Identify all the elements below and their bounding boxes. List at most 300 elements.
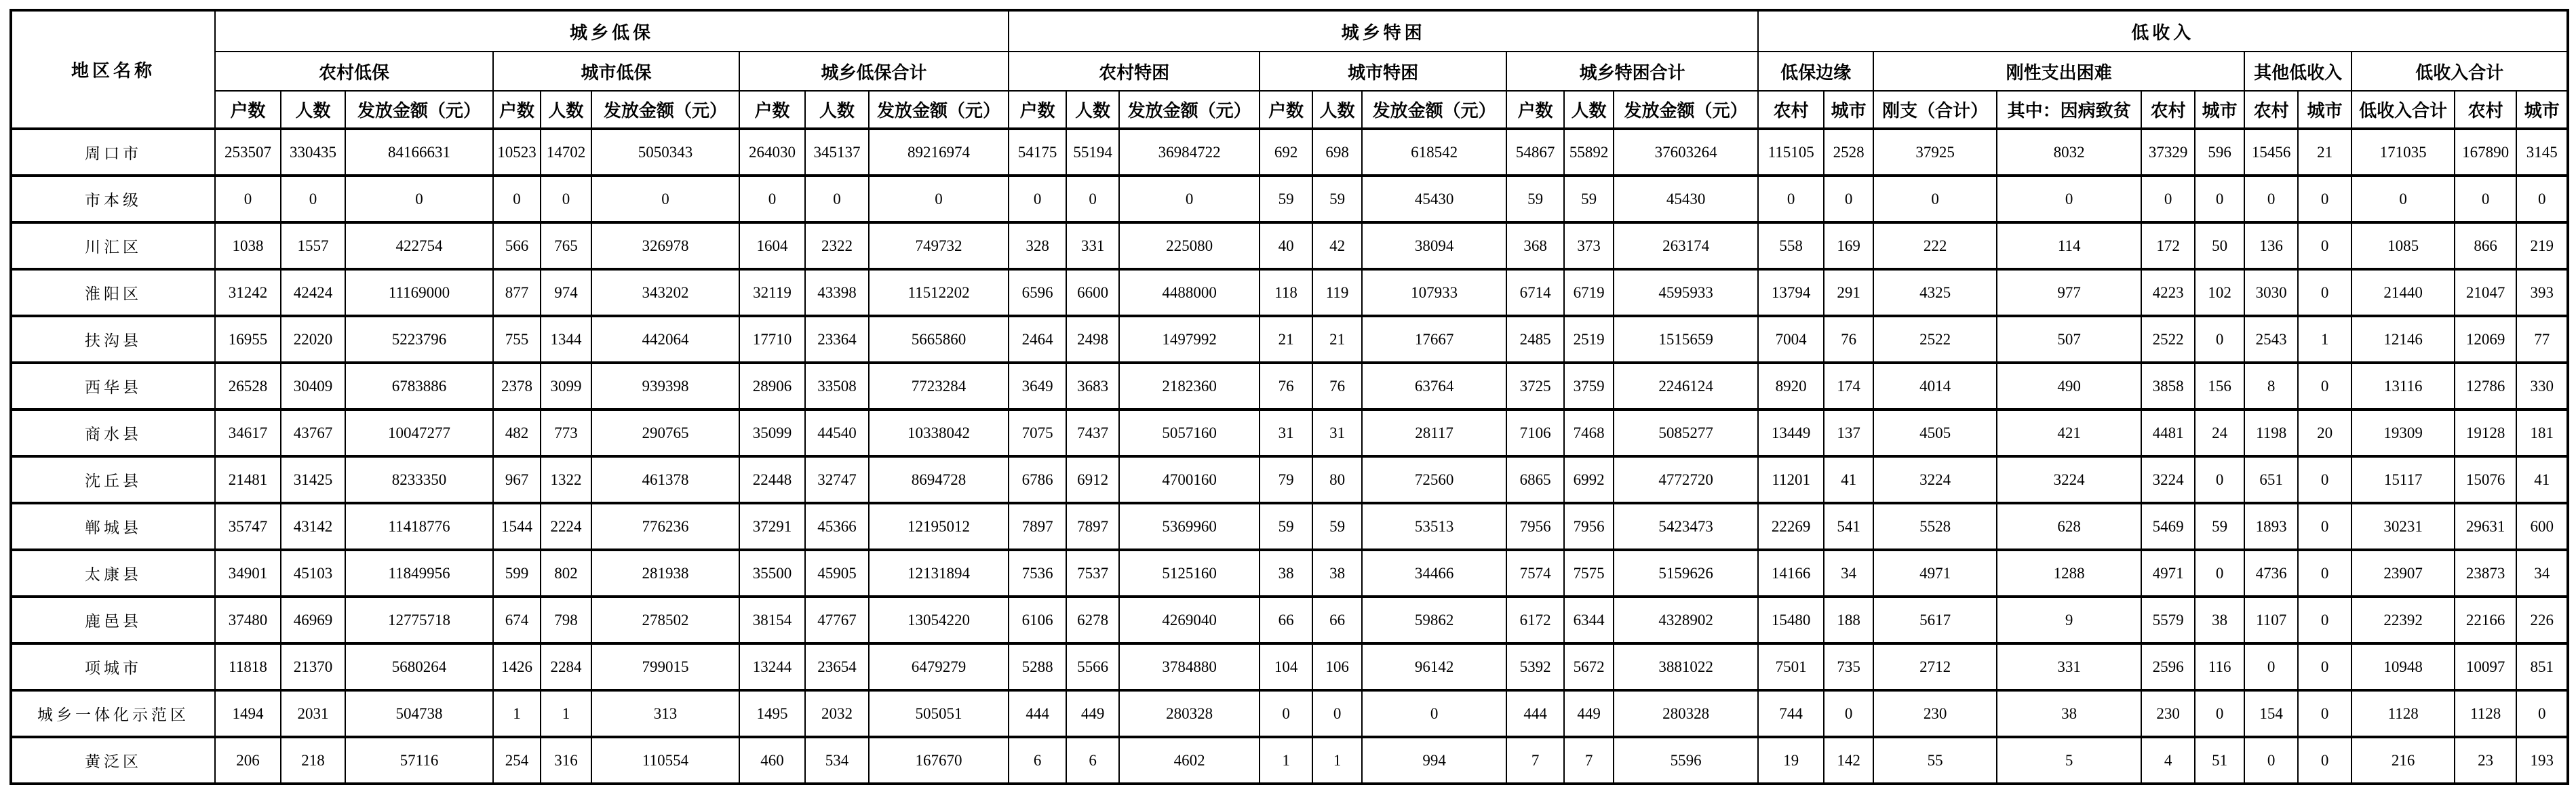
value-cell: 38154	[739, 597, 805, 643]
value-cell: 449	[1066, 690, 1119, 737]
value-cell: 558	[1758, 222, 1824, 269]
value-cell: 0	[2244, 176, 2298, 222]
value-cell: 5392	[1506, 643, 1564, 690]
value-cell: 21	[2298, 129, 2351, 176]
value-cell: 44540	[805, 410, 869, 456]
value-cell: 7537	[1066, 550, 1119, 597]
value-cell: 6596	[1009, 269, 1066, 316]
value-cell: 22166	[2455, 597, 2516, 643]
value-cell: 116	[2195, 643, 2244, 690]
value-cell: 0	[2244, 643, 2298, 690]
region-name-cell: 项城市	[11, 643, 215, 690]
table-row	[11, 176, 2568, 222]
value-cell: 1	[541, 690, 591, 737]
value-cell: 119	[1312, 269, 1362, 316]
value-cell: 2543	[2244, 316, 2298, 363]
header-col: 发放金额（元）	[1119, 91, 1260, 129]
value-cell: 31	[1260, 410, 1312, 456]
value-cell: 939398	[591, 363, 739, 410]
value-cell: 181	[2516, 410, 2568, 456]
value-cell: 17667	[1362, 316, 1506, 363]
value-cell: 13794	[1758, 269, 1824, 316]
header-col: 发放金额（元）	[591, 91, 739, 129]
value-cell: 2485	[1506, 316, 1564, 363]
value-cell: 34617	[215, 410, 281, 456]
value-cell: 16955	[215, 316, 281, 363]
table-row	[11, 690, 2568, 737]
value-cell: 1	[1260, 737, 1312, 784]
value-cell: 114	[1997, 222, 2141, 269]
value-cell: 172	[2141, 222, 2195, 269]
value-cell: 46969	[281, 597, 345, 643]
region-name-cell: 西华县	[11, 363, 215, 410]
table-row	[11, 503, 2568, 550]
header-col: 刚支（合计）	[1873, 91, 1997, 129]
value-cell: 10097	[2455, 643, 2516, 690]
value-cell: 37603264	[1614, 129, 1758, 176]
value-cell: 6865	[1506, 456, 1564, 503]
value-cell: 167890	[2455, 129, 2516, 176]
value-cell: 0	[2516, 690, 2568, 737]
value-cell: 136	[2244, 222, 2298, 269]
value-cell: 994	[1362, 737, 1506, 784]
value-cell: 345137	[805, 129, 869, 176]
value-cell: 41	[2516, 456, 2568, 503]
value-cell: 7723284	[869, 363, 1009, 410]
value-cell: 38094	[1362, 222, 1506, 269]
value-cell: 798	[541, 597, 591, 643]
value-cell: 0	[739, 176, 805, 222]
value-cell: 4736	[2244, 550, 2298, 597]
value-cell: 599	[493, 550, 541, 597]
header-col: 户数	[1009, 91, 1066, 129]
value-cell: 4971	[2141, 550, 2195, 597]
value-cell: 698	[1312, 129, 1362, 176]
value-cell: 19309	[2351, 410, 2455, 456]
value-cell: 799015	[591, 643, 739, 690]
value-cell: 1426	[493, 643, 541, 690]
header-col: 城市	[2298, 91, 2351, 129]
value-cell: 106	[1312, 643, 1362, 690]
value-cell: 66	[1260, 597, 1312, 643]
value-cell: 13116	[2351, 363, 2455, 410]
value-cell: 34	[1824, 550, 1873, 597]
value-cell: 1494	[215, 690, 281, 737]
value-cell: 59	[1260, 503, 1312, 550]
value-cell: 0	[2298, 222, 2351, 269]
value-cell: 5680264	[345, 643, 493, 690]
region-name-cell: 淮阳区	[11, 269, 215, 316]
value-cell: 280328	[1119, 690, 1260, 737]
header-col: 农村	[2244, 91, 2298, 129]
value-cell: 1322	[541, 456, 591, 503]
value-cell: 59	[1564, 176, 1614, 222]
value-cell: 31242	[215, 269, 281, 316]
value-cell: 4505	[1873, 410, 1997, 456]
value-cell: 21	[1312, 316, 1362, 363]
value-cell: 0	[1119, 176, 1260, 222]
value-cell: 7956	[1564, 503, 1614, 550]
header-col: 户数	[1260, 91, 1312, 129]
value-cell: 45430	[1362, 176, 1506, 222]
value-cell: 225080	[1119, 222, 1260, 269]
value-cell: 618542	[1362, 129, 1506, 176]
value-cell: 1085	[2351, 222, 2455, 269]
value-cell: 442064	[591, 316, 739, 363]
value-cell: 37480	[215, 597, 281, 643]
region-name-cell: 黄泛区	[11, 737, 215, 784]
value-cell: 37925	[1873, 129, 1997, 176]
value-cell: 216	[2351, 737, 2455, 784]
value-cell: 0	[2516, 176, 2568, 222]
value-cell: 2031	[281, 690, 345, 737]
table-row	[11, 363, 2568, 410]
value-cell: 23364	[805, 316, 869, 363]
value-cell: 43398	[805, 269, 869, 316]
value-cell: 6912	[1066, 456, 1119, 503]
value-cell: 11201	[1758, 456, 1824, 503]
value-cell: 118	[1260, 269, 1312, 316]
value-cell: 35099	[739, 410, 805, 456]
value-cell: 2246124	[1614, 363, 1758, 410]
header-col: 发放金额（元）	[869, 91, 1009, 129]
value-cell: 264030	[739, 129, 805, 176]
header-subgroup: 城市低保	[493, 52, 739, 91]
table-row	[11, 643, 2568, 690]
value-cell: 461378	[591, 456, 739, 503]
region-name-cell: 商水县	[11, 410, 215, 456]
value-cell: 5566	[1066, 643, 1119, 690]
value-cell: 28117	[1362, 410, 1506, 456]
value-cell: 534	[805, 737, 869, 784]
value-cell: 80	[1312, 456, 1362, 503]
value-cell: 22020	[281, 316, 345, 363]
value-cell: 42	[1312, 222, 1362, 269]
value-cell: 4971	[1873, 550, 1997, 597]
value-cell: 5223796	[345, 316, 493, 363]
value-cell: 59	[1312, 176, 1362, 222]
value-cell: 84166631	[345, 129, 493, 176]
value-cell: 37291	[739, 503, 805, 550]
value-cell: 59	[1260, 176, 1312, 222]
value-cell: 5159626	[1614, 550, 1758, 597]
value-cell: 22448	[739, 456, 805, 503]
value-cell: 54867	[1506, 129, 1564, 176]
header-region-name: 地区名称	[11, 10, 215, 129]
value-cell: 2712	[1873, 643, 1997, 690]
value-cell: 5288	[1009, 643, 1066, 690]
value-cell: 167670	[869, 737, 1009, 784]
value-cell: 11818	[215, 643, 281, 690]
header-subgroup: 低收入合计	[2351, 52, 2568, 91]
value-cell: 38	[1997, 690, 2141, 737]
value-cell: 2596	[2141, 643, 2195, 690]
table-row	[11, 550, 2568, 597]
value-cell: 449	[1564, 690, 1614, 737]
value-cell: 2032	[805, 690, 869, 737]
value-cell: 230	[2141, 690, 2195, 737]
value-cell: 5085277	[1614, 410, 1758, 456]
value-cell: 23	[2455, 737, 2516, 784]
value-cell: 55	[1873, 737, 1997, 784]
value-cell: 0	[345, 176, 493, 222]
value-cell: 490	[1997, 363, 2141, 410]
header-subgroup: 农村低保	[215, 52, 493, 91]
value-cell: 5369960	[1119, 503, 1260, 550]
value-cell: 692	[1260, 129, 1312, 176]
value-cell: 0	[2298, 176, 2351, 222]
value-cell: 14166	[1758, 550, 1824, 597]
value-cell: 5050343	[591, 129, 739, 176]
value-cell: 43767	[281, 410, 345, 456]
value-cell: 0	[2351, 176, 2455, 222]
value-cell: 7897	[1066, 503, 1119, 550]
value-cell: 3784880	[1119, 643, 1260, 690]
value-cell: 4700160	[1119, 456, 1260, 503]
value-cell: 30409	[281, 363, 345, 410]
value-cell: 4488000	[1119, 269, 1260, 316]
value-cell: 34901	[215, 550, 281, 597]
value-cell: 5617	[1873, 597, 1997, 643]
value-cell: 1	[493, 690, 541, 737]
value-cell: 77	[2516, 316, 2568, 363]
value-cell: 218	[281, 737, 345, 784]
value-cell: 8920	[1758, 363, 1824, 410]
value-cell: 12775718	[345, 597, 493, 643]
value-cell: 343202	[591, 269, 739, 316]
value-cell: 0	[1009, 176, 1066, 222]
value-cell: 26528	[215, 363, 281, 410]
value-cell: 45430	[1614, 176, 1758, 222]
value-cell: 38	[1260, 550, 1312, 597]
value-cell: 19128	[2455, 410, 2516, 456]
value-cell: 482	[493, 410, 541, 456]
header-col: 人数	[281, 91, 345, 129]
header-subgroup: 城乡特困合计	[1506, 52, 1758, 91]
value-cell: 29631	[2455, 503, 2516, 550]
value-cell: 1495	[739, 690, 805, 737]
value-cell: 21440	[2351, 269, 2455, 316]
value-cell: 5423473	[1614, 503, 1758, 550]
value-cell: 23873	[2455, 550, 2516, 597]
value-cell: 7	[1564, 737, 1614, 784]
value-cell: 0	[2298, 643, 2351, 690]
value-cell: 281938	[591, 550, 739, 597]
value-cell: 20	[2298, 410, 2351, 456]
value-cell: 0	[2195, 316, 2244, 363]
region-name-cell: 周口市	[11, 129, 215, 176]
value-cell: 2522	[2141, 316, 2195, 363]
value-cell: 8233350	[345, 456, 493, 503]
value-cell: 43142	[281, 503, 345, 550]
table-row	[11, 456, 2568, 503]
value-cell: 156	[2195, 363, 2244, 410]
header-col: 户数	[215, 91, 281, 129]
value-cell: 2519	[1564, 316, 1614, 363]
value-cell: 967	[493, 456, 541, 503]
value-cell: 0	[2298, 597, 2351, 643]
value-cell: 226	[2516, 597, 2568, 643]
header-col: 人数	[1564, 91, 1614, 129]
value-cell: 0	[1873, 176, 1997, 222]
value-cell: 6479279	[869, 643, 1009, 690]
header-group: 低收入	[1758, 10, 2568, 52]
value-cell: 53513	[1362, 503, 1506, 550]
value-cell: 3224	[2141, 456, 2195, 503]
value-cell: 32119	[739, 269, 805, 316]
value-cell: 17710	[739, 316, 805, 363]
value-cell: 735	[1824, 643, 1873, 690]
value-cell: 4481	[2141, 410, 2195, 456]
value-cell: 3030	[2244, 269, 2298, 316]
value-cell: 851	[2516, 643, 2568, 690]
value-cell: 6	[1009, 737, 1066, 784]
value-cell: 773	[541, 410, 591, 456]
value-cell: 104	[1260, 643, 1312, 690]
table-row	[11, 737, 2568, 784]
value-cell: 755	[493, 316, 541, 363]
value-cell: 0	[2141, 176, 2195, 222]
value-cell: 0	[2298, 503, 2351, 550]
table-row	[11, 597, 2568, 643]
value-cell: 22269	[1758, 503, 1824, 550]
value-cell: 21370	[281, 643, 345, 690]
header-col: 其中：因病致贫	[1997, 91, 2141, 129]
value-cell: 59	[1312, 503, 1362, 550]
value-cell: 6172	[1506, 597, 1564, 643]
value-cell: 749732	[869, 222, 1009, 269]
value-cell: 5596	[1614, 737, 1758, 784]
value-cell: 2182360	[1119, 363, 1260, 410]
value-cell: 0	[2195, 550, 2244, 597]
value-cell: 0	[2244, 737, 2298, 784]
value-cell: 566	[493, 222, 541, 269]
value-cell: 0	[1758, 176, 1824, 222]
value-cell: 35747	[215, 503, 281, 550]
value-cell: 0	[281, 176, 345, 222]
value-cell: 330	[2516, 363, 2568, 410]
header-col: 农村	[2141, 91, 2195, 129]
value-cell: 12131894	[869, 550, 1009, 597]
header-row-subgroups	[11, 52, 2568, 91]
header-row-groups	[11, 10, 2568, 52]
value-cell: 89216974	[869, 129, 1009, 176]
value-cell: 11849956	[345, 550, 493, 597]
value-cell: 7004	[1758, 316, 1824, 363]
value-cell: 14702	[541, 129, 591, 176]
value-cell: 744	[1758, 690, 1824, 737]
value-cell: 4602	[1119, 737, 1260, 784]
value-cell: 7468	[1564, 410, 1614, 456]
value-cell: 8032	[1997, 129, 2141, 176]
value-cell: 974	[541, 269, 591, 316]
header-subgroup: 其他低收入	[2244, 52, 2351, 91]
value-cell: 1497992	[1119, 316, 1260, 363]
value-cell: 444	[1506, 690, 1564, 737]
value-cell: 169	[1824, 222, 1873, 269]
value-cell: 79	[1260, 456, 1312, 503]
value-cell: 1344	[541, 316, 591, 363]
value-cell: 6992	[1564, 456, 1614, 503]
table-row	[11, 410, 2568, 456]
value-cell: 2378	[493, 363, 541, 410]
value-cell: 0	[805, 176, 869, 222]
value-cell: 254	[493, 737, 541, 784]
value-cell: 6278	[1066, 597, 1119, 643]
region-name-cell: 市本级	[11, 176, 215, 222]
value-cell: 2322	[805, 222, 869, 269]
value-cell: 47767	[805, 597, 869, 643]
value-cell: 188	[1824, 597, 1873, 643]
value-cell: 219	[2516, 222, 2568, 269]
value-cell: 507	[1997, 316, 2141, 363]
region-name-cell: 扶沟县	[11, 316, 215, 363]
value-cell: 31	[1312, 410, 1362, 456]
value-cell: 1515659	[1614, 316, 1758, 363]
value-cell: 4325	[1873, 269, 1997, 316]
header-col: 农村	[1758, 91, 1824, 129]
value-cell: 5	[1997, 737, 2141, 784]
table-header	[11, 10, 2568, 129]
value-cell: 877	[493, 269, 541, 316]
value-cell: 313	[591, 690, 739, 737]
value-cell: 0	[2455, 176, 2516, 222]
value-cell: 15076	[2455, 456, 2516, 503]
header-col: 城市	[2516, 91, 2568, 129]
header-subgroup: 农村特困	[1009, 52, 1260, 91]
value-cell: 328	[1009, 222, 1066, 269]
value-cell: 21047	[2455, 269, 2516, 316]
value-cell: 21481	[215, 456, 281, 503]
value-cell: 37329	[2141, 129, 2195, 176]
value-cell: 422754	[345, 222, 493, 269]
table-row	[11, 129, 2568, 176]
value-cell: 34466	[1362, 550, 1506, 597]
region-name-cell: 郸城县	[11, 503, 215, 550]
value-cell: 6714	[1506, 269, 1564, 316]
value-cell: 263174	[1614, 222, 1758, 269]
value-cell: 505051	[869, 690, 1009, 737]
value-cell: 30231	[2351, 503, 2455, 550]
value-cell: 651	[2244, 456, 2298, 503]
value-cell: 142	[1824, 737, 1873, 784]
header-col: 人数	[1312, 91, 1362, 129]
value-cell: 57116	[345, 737, 493, 784]
value-cell: 24	[2195, 410, 2244, 456]
value-cell: 2522	[1873, 316, 1997, 363]
value-cell: 6106	[1009, 597, 1066, 643]
value-cell: 368	[1506, 222, 1564, 269]
value-cell: 59	[2195, 503, 2244, 550]
value-cell: 222	[1873, 222, 1997, 269]
value-cell: 3649	[1009, 363, 1066, 410]
value-cell: 154	[2244, 690, 2298, 737]
value-cell: 1128	[2351, 690, 2455, 737]
header-subgroup: 城市特困	[1260, 52, 1506, 91]
header-col: 发放金额（元）	[345, 91, 493, 129]
value-cell: 19	[1758, 737, 1824, 784]
value-cell: 1557	[281, 222, 345, 269]
value-cell: 3881022	[1614, 643, 1758, 690]
value-cell: 1107	[2244, 597, 2298, 643]
value-cell: 0	[1066, 176, 1119, 222]
value-cell: 36984722	[1119, 129, 1260, 176]
value-cell: 10338042	[869, 410, 1009, 456]
value-cell: 0	[2298, 690, 2351, 737]
value-cell: 253507	[215, 129, 281, 176]
value-cell: 393	[2516, 269, 2568, 316]
value-cell: 34	[2516, 550, 2568, 597]
